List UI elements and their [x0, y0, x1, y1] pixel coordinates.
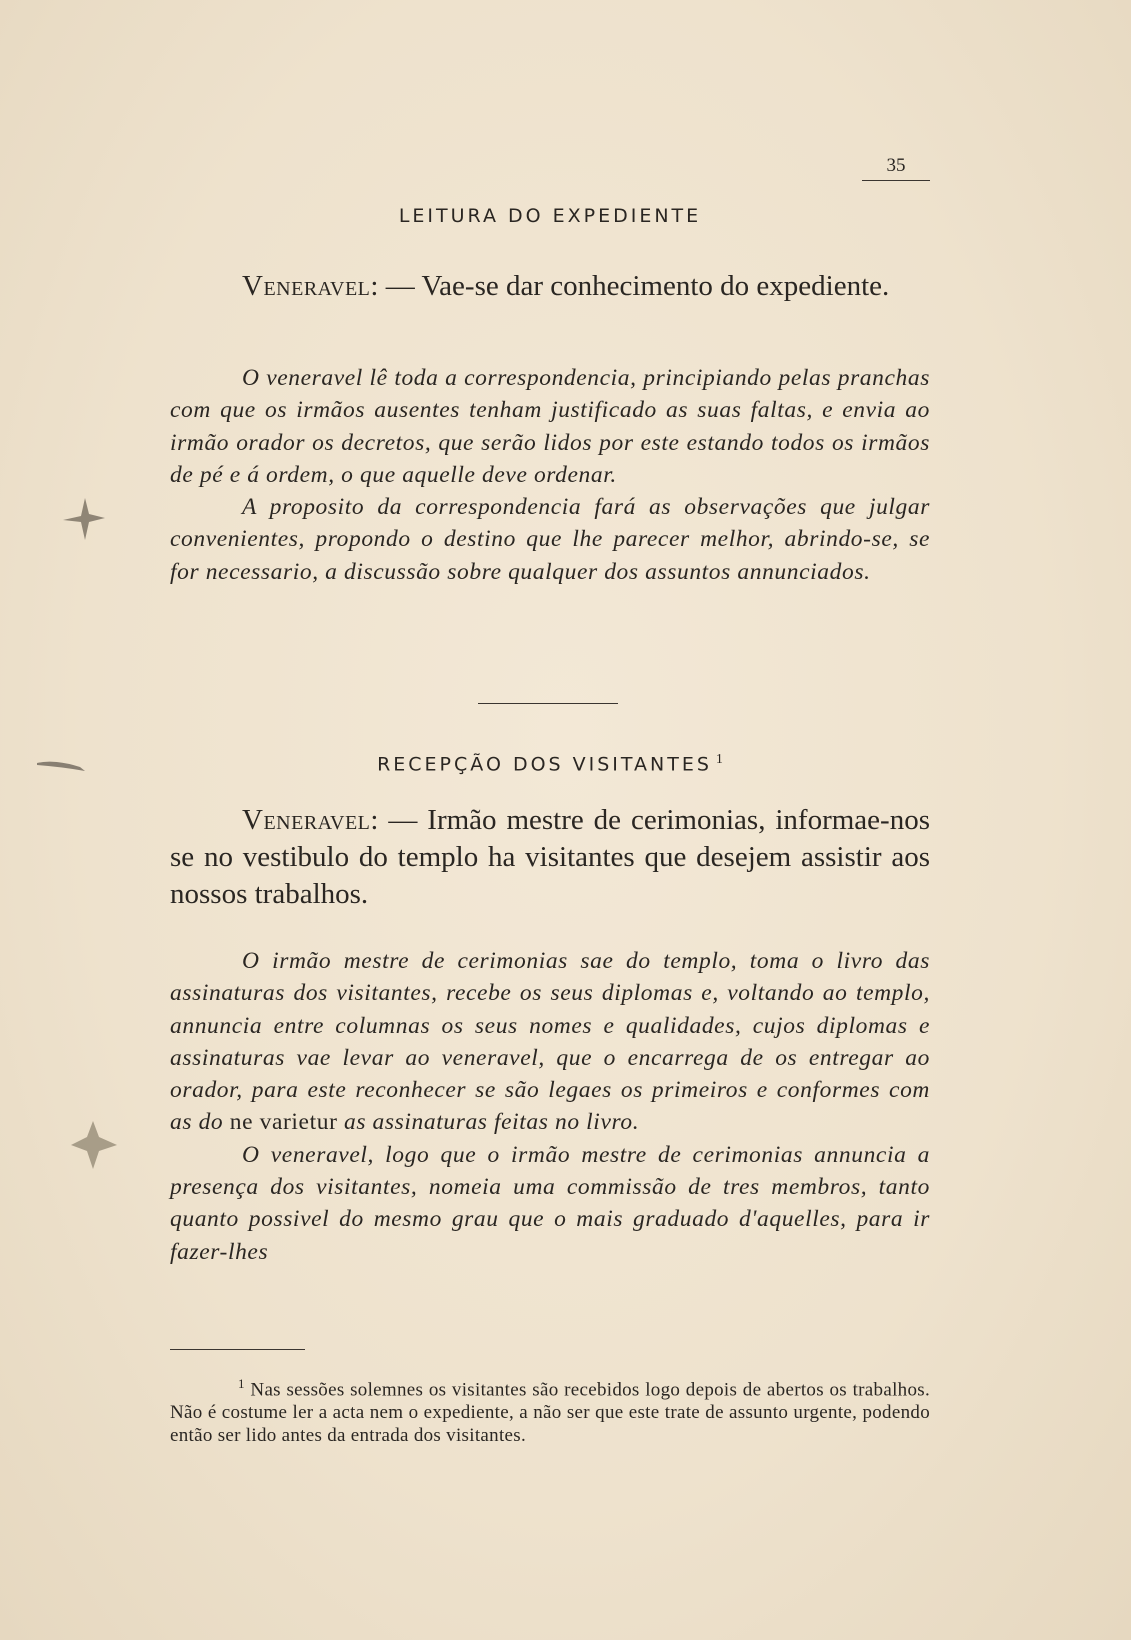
speech-text: : — Irmão mestre de cerimonias, informae-nos se no vestibulo do templo ha visitantes que desejem assistir aos nossos trabalhos. — [170, 804, 930, 910]
speaker-name: Veneravel — [242, 270, 371, 302]
decorative-pressed-flower-icon — [65, 1115, 125, 1175]
heading-text: RECEPÇÃO DOS VISITANTES — [377, 753, 712, 776]
footnote-text: Nas sessões solemnes os visitantes são recebidos logo depois de abertos os trabalhos. Não é costume ler a acta nem o expediente, a não ser que este trate de assunto urgente, podendo então ser lido antes da entrada dos visitantes. — [170, 1379, 930, 1447]
speech-text: : — Vae-se dar conhecimento do expediente. — [370, 270, 890, 302]
footnote-divider — [170, 1349, 305, 1350]
rubric-paragraph — [170, 945, 930, 1139]
footnote-reference: 1 — [715, 752, 723, 767]
rubric-text: as assinaturas feitas no livro. — [343, 1109, 640, 1136]
decorative-pressed-flower-icon — [55, 490, 115, 550]
page-number: 35 — [862, 155, 930, 181]
speaker-name: Veneravel — [242, 804, 371, 836]
rubric-paragraph: A proposito da correspondencia fará as observações que julgar convenientes, propondo o destino que lhe parecer melhor, abrindo-se, se for necessario, a discussão sobre qualquer dos assuntos annunciados. — [170, 494, 930, 585]
speech-recepcao — [170, 802, 930, 913]
section-heading-expediente: LEITURA DO EXPEDIENTE — [398, 205, 702, 227]
speech-expediente — [170, 268, 930, 305]
section-heading-recepcao — [170, 752, 930, 775]
stage-direction-recepcao — [170, 945, 930, 1268]
rubric-text: O irmão mestre de cerimonias sae do templo, toma o livro das assinaturas dos visitantes, recebe os seus diplomas e, voltando ao templo, annuncia entre columnas os seus nomes e qualidades, cujos diplomas e assinaturas vae levar ao veneravel, que o encarrega de os entregar ao orador, para este reconhecer se são legaes os primeiros e conformes com as do — [170, 948, 930, 1136]
stage-direction-expediente — [170, 362, 930, 588]
footnote — [170, 1372, 930, 1447]
decorative-smudge-icon — [35, 755, 90, 775]
rubric-paragraph: O veneravel, logo que o irmão mestre de cerimonias annuncia a presença dos visitantes, nomeia uma commissão de tres membros, tanto quanto possivel do mesmo grau que o mais graduado d'aquelles, para ir fazer-lhes — [170, 1141, 930, 1265]
footnote-marker: 1 — [238, 1376, 245, 1391]
section-divider — [478, 703, 618, 704]
latin-phrase: ne varietur — [229, 1109, 338, 1136]
rubric-paragraph: O veneravel lê toda a correspondencia, principiando pelas pranchas com que os irmãos ausentes tenham justificado as suas faltas, e envia ao irmão orador os decretos, que serão lidos por este estando todos os irmãos de pé e á ordem, o que aquelle deve ordenar. — [170, 365, 930, 488]
